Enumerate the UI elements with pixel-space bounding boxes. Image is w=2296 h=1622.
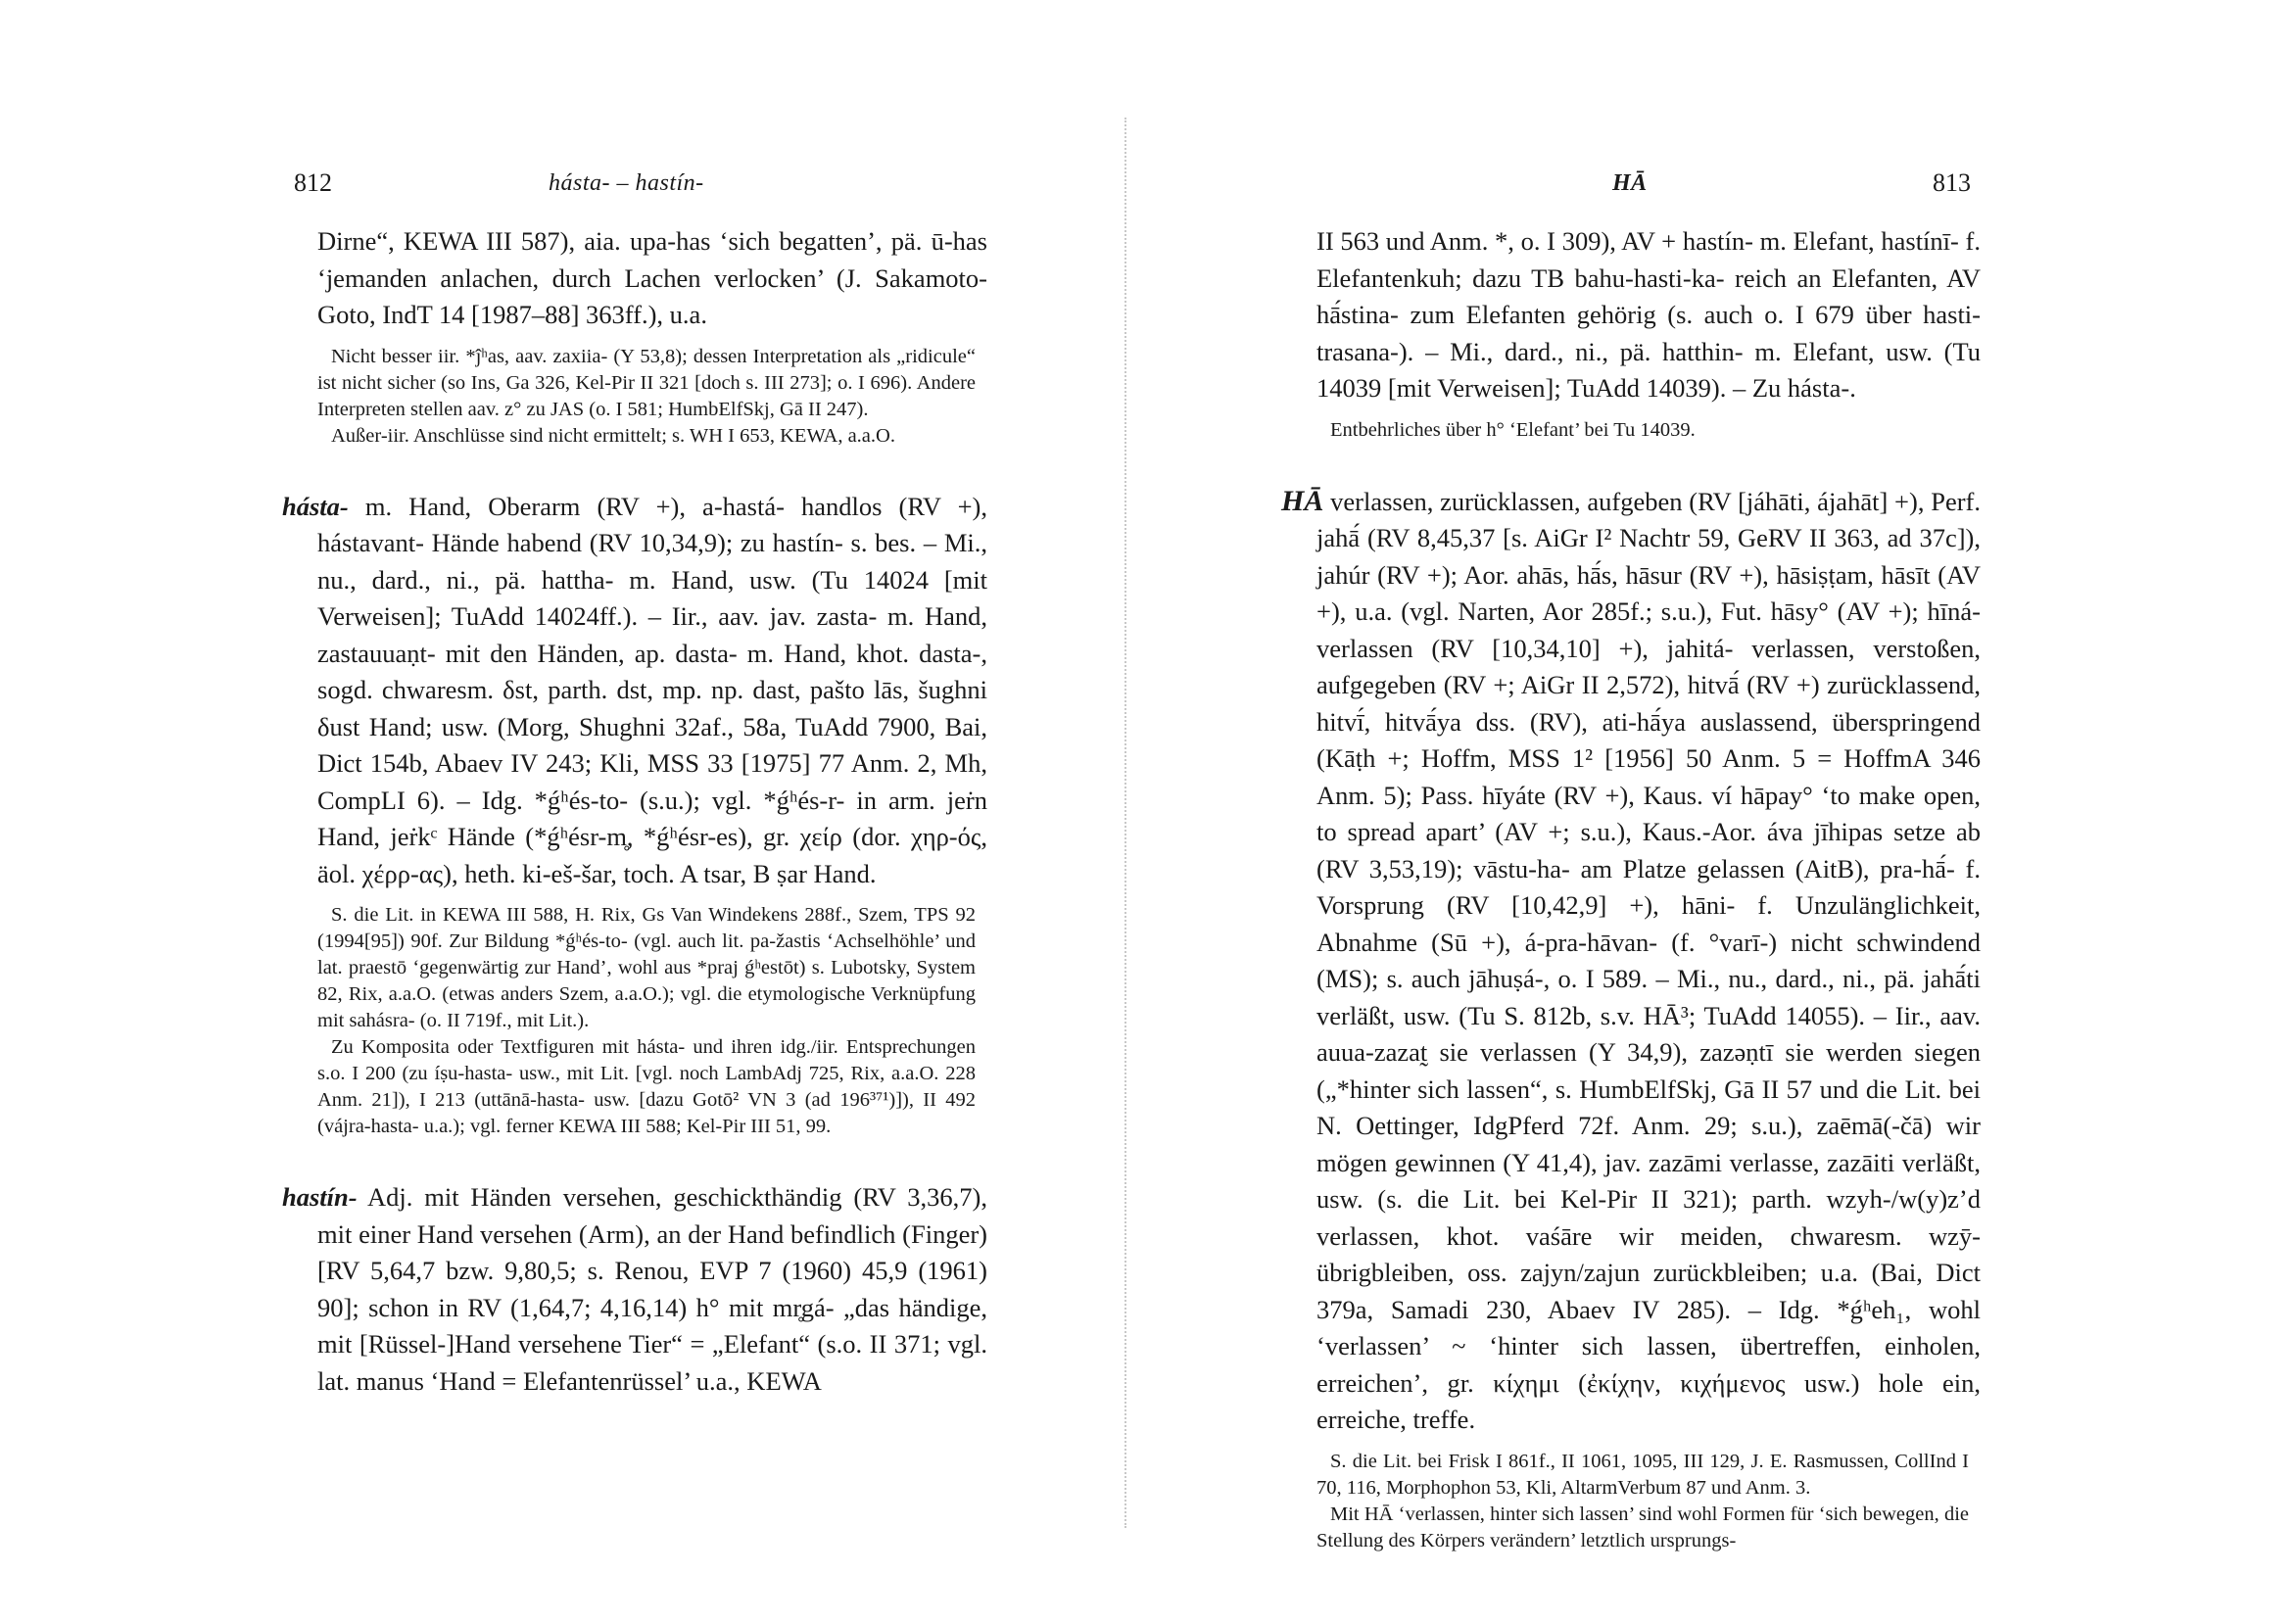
- entry-hastin: [282, 1179, 987, 1400]
- entry-ha: [1281, 483, 1981, 1439]
- lemma-hastin: hastín-: [282, 1182, 358, 1212]
- footnote: Zu Komposita oder Textfiguren mit hásta- und ihren idg./iir. Entsprechungen s.o. I 200 (zu íṣu-hasta- usw., mit Lit. [vgl. noch LambAdj 725, Rix, a.a.O. 228 Anm. 21]), I 213 (uttānā-hasta- usw. [dazu Gotō² VN 3 (ad 196³⁷¹)]), II 492 (vájra-hasta- u.a.); vgl. ferner KEWA III 588; Kel-Pir III 51, 99.: [317, 1036, 976, 1137]
- continuation-paragraph: II 563 und Anm. *, o. I 309), AV + hastín- m. Elefant, hastínī- f. Elefantenkuh; dazu TB bahu-hasti-ka- reich an Elefanten, AV hā́stina- zum Elefanten gehörig (s. auch o. I 679 über hasti-trasana-). – Mi., dard., ni., pä. hatthin- m. Elefant, usw. (Tu 14039 [mit Verweisen]; TuAdd 14039). – Zu hásta-.: [1316, 226, 1981, 403]
- footnote: Nicht besser iir. *ĵʰas, aav. zaxiia- (Y 53,8); dessen Interpretation als „ridicule“ ist nicht sicher (so Ins, Ga 326, Kel-Pir II 321 [doch s. III 273]; o. I 696). Andere Interpreten stellen aav. z° zu JAS (o. I 581; HumbElfSkj, Gā II 247).: [317, 345, 976, 420]
- entry-hasta: [282, 489, 987, 893]
- footnote: Entbehrliches über h° ‘Elefant’ bei Tu 14039.: [1330, 418, 1696, 441]
- footnote: Außer-iir. Anschlüsse sind nicht ermittelt; s. WH I 653, KEWA, a.a.O.: [331, 424, 895, 447]
- right-header-title: HĀ: [1612, 170, 1648, 196]
- entry-hastin-text: Adj. mit Händen versehen, geschickthändig (RV 3,36,7), mit einer Hand versehen (Arm), an der Hand befindlich (Finger) [RV 5,64,7 bzw. 9,80,5; s. Renou, EVP 7 (1960) 45,9 (1961) 90]; schon in RV (1,64,7; 4,16,14) h° mit mr̥gá- „das händige, mit [Rüssel-]Hand versehene Tier“ = „Elefant“ (s.o. II 371; vgl. lat. manus ‘Hand = Elefantenrüssel’ u.a., KEWA: [317, 1182, 987, 1396]
- left-body: [282, 223, 987, 1400]
- entry-ha-text: verlassen, zurücklassen, aufgeben (RV [jáhāti, ájahāt] +), Perf. jahā́ (RV 8,45,37 [s. AiGr I² Nachtr 59, GeRV II 363, ad 37c]), jahúr (RV +); Aor. ahās, hā́s, hāsur (RV +), hāsiṣṭam, hāsīt (AV +), u.a. (vgl. Narten, Aor 285f.; s.u.), Fut. hāsy° (AV +); hīná- verlassen (RV [10,34,10] +), jahitá- verlassen, verstoßen, aufgegeben (RV +; AiGr II 2,572), hitvā́ (RV +) zurücklassend, hitvī́, hitvā́ya dss. (RV), ati-hā́ya auslassend, überspringend (Kāṭh +; Hoffm, MSS 1² [1956] 50 Anm. 5 = HoffmA 346 Anm. 5); Pass. hīyáte (RV +), Kaus. ví hāpay° ‘to make open, to spread apart’ (AV +; s.u.), Kaus.-Aor. áva jīhipas setze ab (RV 3,53,19); vāstu-ha- am Platze gelassen (AitB), pra-hā́- f. Vorsprung (RV [10,42,9] +), hāni- f. Unzulänglichkeit, Abnahme (Sū +), á-pra-hāvan- (f. °varī-) nicht schwindend (MS); s. auch jāhuṣá-, o. I 589. – Mi., nu., dard., ni., pä. jahā́ti verläßt, usw. (Tu S. 812b, s.v. HĀ³; TuAdd 14055). – Iir., aav. auua-zazat̰ sie verlassen (Y 34,9), zazəṇtī sie werden siegen („*hinter sich lassen“, s. HumbElfSkj, Gā II 57 und die Lit. bei N. Oettinger, IdgPferd 72f. Anm. 29; s.u.), zaēmā(-čā) wir mögen gewinnen (Y 41,4), jav. zazāmi verlasse, zazāiti verläßt, usw. (s. die Lit. bei Kel-Pir II 321); parth. wzyh-/w(y)z’d verlassen, khot. vaśāre wir meiden, chwaresm. wzȳ- übrigbleiben, oss. zajyn/zajun zurückbleiben; u.a. (Bai, Dict 379a, Samadi 230, Abaev IV 285). – Idg. *ǵʰeh₁, wohl ‘verlassen’ ~ ‘hinter sich lassen, übertreffen, einholen, erreichen’, gr. κίχημι (ἐκίχην, κιχήμενος usw.) hole ein, erreiche, treffe.: [1316, 486, 1981, 1434]
- lemma-ha: HĀ: [1281, 484, 1324, 517]
- left-page: [282, 0, 987, 1622]
- entry-hasta-text: m. Hand, Oberarm (RV +), a-hastá- handlos (RV +), hástavant- Hände habend (RV 10,34,9); zu hastín- s. bes. – Mi., nu., dard., ni., pä. hattha- m. Hand, usw. (Tu 14024 [mit Verweisen]; TuAdd 14024ff.). – Iir., aav. jav. zasta- m. Hand, zastauuaṇt- mit den Händen, ap. dasta- m. Hand, khot. dasta-, sogd. chwaresm. δst, parth. dst, mp. np. dast, pašto lās, šughni δust Hand; usw. (Morg, Shughni 32af., 58a, TuAdd 7900, Bai, Dict 154b, Abaev IV 243; Kli, MSS 33 [1975] 77 Anm. 2, Mh, CompLI 6). – Idg. *ǵʰés-to- (s.u.); vgl. *ǵʰés-r- in arm. jeṙn Hand, jeṙkᶜ Hände (*ǵʰésr-m̥, *ǵʰésr-es), gr. χείρ (dor. χηρ-ός, äol. χέρρ-ας), heth. ki-eš-šar, toch. A tsar, B ṣar Hand.: [317, 491, 987, 888]
- right-page-number: 813: [1933, 168, 1971, 197]
- left-running-head: [282, 168, 987, 204]
- footnote: S. die Lit. in KEWA III 588, H. Rix, Gs Van Windekens 288f., Szem, TPS 92 (1994[95]) 90f. Zur Bildung *ǵʰés-to- (vgl. auch lit. pa-žastis ‘Achselhöhle’ und lat. praestō ‘gegenwärtig zur Hand’, wohl aus *praj ǵʰestōt) s. Lubotsky, System 82, Rix, a.a.O. (etwas anders Szem, a.a.O.); vgl. die etymologische Verknüpfung mit sahásra- (o. II 719f., mit Lit.).: [317, 904, 976, 1031]
- page-gutter-divider: [1124, 118, 1126, 1528]
- footnote: Mit HĀ ‘verlassen, hinter sich lassen’ sind wohl Formen für ‘sich bewegen, die Stellung des Körpers verändern’ letztlich ursprungs-: [1316, 1503, 1969, 1551]
- left-header-title: hásta- – hastín-: [549, 170, 704, 196]
- footnote: S. die Lit. bei Frisk I 861f., II 1061, 1095, III 129, J. E. Rasmussen, CollInd I 70, 116, Morphophon 53, Kli, AltarmVerbum 87 und Anm. 3.: [1316, 1450, 1969, 1499]
- right-page: [1281, 0, 1981, 1622]
- continuation-paragraph: Dirne“, KEWA III 587), aia. upa-has ‘sich begatten’, pä. ū-has ‘jemanden anlachen, durch Lachen verlocken’ (J. Sakamoto-Goto, IndT 14 [1987–88] 363ff.), u.a.: [317, 226, 987, 329]
- right-running-head: [1281, 168, 1981, 204]
- right-body: [1281, 223, 1981, 1554]
- left-page-number: 812: [294, 168, 332, 197]
- lemma-hasta: hásta-: [282, 491, 349, 521]
